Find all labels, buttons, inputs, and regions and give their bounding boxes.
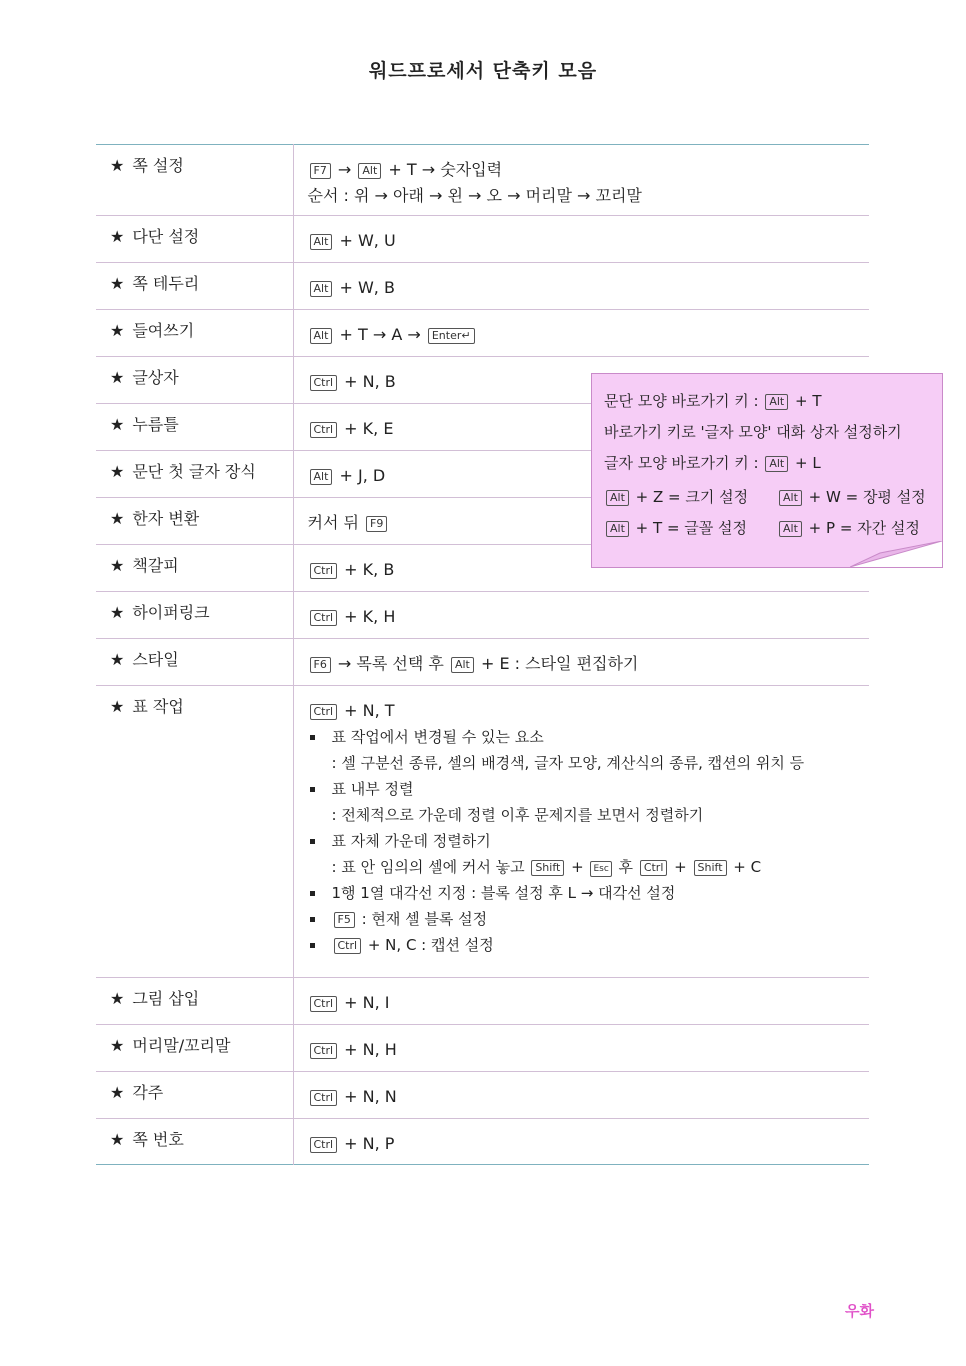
feature-name-cell — [96, 404, 293, 451]
note-line — [604, 390, 822, 411]
shortcut-line — [308, 1084, 870, 1110]
shortcut-text: → — [332, 160, 357, 179]
shortcut-text: + W, B — [334, 278, 395, 297]
shortcut-text: + W, U — [334, 231, 396, 250]
table-row — [96, 686, 869, 978]
star-icon: ★ — [110, 1130, 125, 1149]
feature-name: 그림 삽입 — [132, 989, 200, 1008]
key-cap: Ctrl — [310, 422, 338, 438]
sticky-note — [591, 373, 943, 568]
shortcut-line — [308, 990, 870, 1016]
star-icon: ★ — [110, 1083, 125, 1102]
feature-name: 각주 — [132, 1083, 164, 1102]
list-item — [308, 906, 870, 932]
star-icon: ★ — [110, 556, 125, 575]
footer-label: 우화 — [845, 1302, 874, 1320]
feature-name: 다단 설정 — [132, 227, 200, 246]
key-cap: Esc — [590, 861, 611, 877]
shortcut-text: + K, B — [339, 560, 395, 579]
key-cap: F9 — [366, 516, 387, 532]
feature-name: 문단 첫 글자 장식 — [132, 462, 256, 481]
shortcut-cell — [293, 1072, 869, 1119]
key-cap: F5 — [334, 912, 355, 928]
list-item — [308, 828, 870, 854]
shortcut-text: + — [566, 858, 589, 876]
key-cap: Enter↵ — [428, 328, 475, 344]
star-icon: ★ — [110, 274, 125, 293]
shortcut-text: 바로가기 키로 '글자 모양' 대화 상자 설정하기 — [604, 423, 902, 441]
table-tips-list — [308, 724, 870, 958]
key-cap: Alt — [606, 490, 629, 506]
key-cap: Alt — [358, 163, 381, 179]
shortcut-cell — [293, 263, 869, 310]
shortcut-cell — [293, 978, 869, 1025]
feature-name-cell — [96, 451, 293, 498]
feature-name-cell — [96, 498, 293, 545]
key-cap: Ctrl — [310, 1090, 338, 1106]
shortcut-line — [308, 183, 870, 209]
note-line — [604, 452, 821, 473]
feature-name-cell — [96, 545, 293, 592]
note-line — [777, 486, 926, 507]
shortcut-text: : 셀 구분선 종류, 셀의 배경색, 글자 모양, 계산식의 종류, 캡션의 위치 등 — [331, 754, 805, 772]
shortcut-text: → 목록 선택 후 — [332, 654, 449, 673]
shortcut-cell — [293, 310, 869, 357]
feature-name: 들여쓰기 — [132, 321, 195, 340]
shortcut-text: : 전체적으로 가운데 정렬 이후 문제지를 보면서 정렬하기 — [331, 806, 704, 824]
shortcut-line — [308, 651, 870, 677]
key-cap: Alt — [310, 281, 333, 297]
shortcut-cell — [293, 216, 869, 263]
shortcut-line — [308, 157, 870, 183]
key-cap: Ctrl — [310, 563, 338, 579]
key-cap: Shift — [694, 860, 727, 876]
feature-name: 하이퍼링크 — [132, 603, 210, 622]
table-row — [96, 639, 869, 686]
note-line — [604, 421, 902, 442]
shortcut-text: + P = 자간 설정 — [803, 519, 920, 537]
star-icon: ★ — [110, 462, 125, 481]
table-row — [96, 263, 869, 310]
list-item — [308, 932, 870, 958]
shortcut-text: 후 — [613, 858, 638, 876]
table-row — [96, 145, 869, 216]
page-title: 워드프로세서 단축키 모음 — [368, 60, 598, 82]
key-cap: Alt — [779, 521, 802, 537]
shortcut-line — [308, 275, 870, 301]
feature-name: 쪽 테두리 — [132, 274, 200, 293]
shortcut-cell — [293, 639, 869, 686]
shortcut-text: 표 자체 가운데 정렬하기 — [331, 832, 491, 850]
feature-name-cell — [96, 639, 293, 686]
shortcut-text: + N, C : 캡션 설정 — [363, 936, 494, 954]
feature-name-cell — [96, 216, 293, 263]
list-item — [308, 802, 870, 828]
shortcut-text: + N, T — [339, 701, 395, 720]
shortcut-text: + T → A → — [334, 325, 426, 344]
shortcut-text: + Z = 크기 설정 — [630, 488, 749, 506]
key-cap: F7 — [310, 163, 331, 179]
star-icon: ★ — [110, 1036, 125, 1055]
table-row — [96, 216, 869, 263]
feature-name: 머리말/꼬리말 — [132, 1036, 231, 1055]
feature-name: 누름틀 — [132, 415, 179, 434]
feature-name-cell — [96, 310, 293, 357]
list-item — [308, 854, 870, 880]
shortcut-text: + N, N — [339, 1087, 397, 1106]
shortcut-cell — [293, 686, 869, 978]
shortcut-cell — [293, 592, 869, 639]
shortcut-text: + T → 숫자입력 — [383, 160, 503, 179]
feature-name-cell — [96, 1119, 293, 1165]
key-cap: Alt — [451, 657, 474, 673]
shortcut-text: + K, H — [339, 607, 396, 626]
shortcut-text: + N, B — [339, 372, 396, 391]
list-item — [308, 724, 870, 750]
key-cap: Shift — [531, 860, 564, 876]
table-row — [96, 592, 869, 639]
key-cap: Alt — [765, 394, 788, 410]
key-cap: Alt — [779, 490, 802, 506]
star-icon: ★ — [110, 603, 125, 622]
key-cap: Alt — [765, 456, 788, 472]
shortcut-cell — [293, 145, 869, 216]
shortcut-line — [308, 698, 870, 724]
feature-name: 스타일 — [132, 650, 179, 669]
list-item — [308, 880, 870, 906]
table-row — [96, 1025, 869, 1072]
shortcut-text: + — [669, 858, 692, 876]
key-cap: Ctrl — [310, 1137, 338, 1153]
key-cap: Ctrl — [310, 1043, 338, 1059]
star-icon: ★ — [110, 321, 125, 340]
shortcut-table — [96, 144, 869, 1165]
key-cap: Alt — [606, 521, 629, 537]
shortcut-line — [308, 1131, 870, 1157]
note-line — [777, 517, 920, 538]
star-icon: ★ — [110, 156, 125, 175]
key-cap: Ctrl — [310, 704, 338, 720]
key-cap: Ctrl — [310, 996, 338, 1012]
feature-name: 쪽 설정 — [132, 156, 184, 175]
shortcut-text: 커서 뒤 — [307, 513, 365, 532]
feature-name-cell — [96, 978, 293, 1025]
table-row — [96, 978, 869, 1025]
key-cap: Ctrl — [310, 610, 338, 626]
feature-name: 글상자 — [132, 368, 179, 387]
note-line — [604, 517, 747, 538]
key-cap: Ctrl — [640, 860, 668, 876]
shortcut-line — [308, 1037, 870, 1063]
feature-name: 표 작업 — [132, 697, 184, 716]
table-row — [96, 310, 869, 357]
shortcut-text: + T — [790, 392, 822, 410]
shortcut-text: + J, D — [334, 466, 386, 485]
key-cap: F6 — [310, 657, 331, 673]
shortcut-text: + W = 장평 설정 — [803, 488, 926, 506]
star-icon: ★ — [110, 227, 125, 246]
shortcut-cell — [293, 1025, 869, 1072]
star-icon: ★ — [110, 415, 125, 434]
shortcut-text: : 현재 셀 블록 설정 — [356, 910, 488, 928]
shortcut-text: + C — [728, 858, 762, 876]
feature-name-cell — [96, 686, 293, 978]
star-icon: ★ — [110, 650, 125, 669]
shortcut-text: + E : 스타일 편집하기 — [475, 654, 639, 673]
feature-name-cell — [96, 592, 293, 639]
shortcut-text: + N, H — [339, 1040, 397, 1059]
shortcut-text: + N, I — [339, 993, 390, 1012]
feature-name: 쪽 번호 — [132, 1130, 184, 1149]
feature-name-cell — [96, 357, 293, 404]
key-cap: Ctrl — [310, 375, 338, 391]
shortcut-text: + N, P — [339, 1134, 395, 1153]
key-cap: Ctrl — [334, 938, 362, 954]
key-cap: Alt — [310, 328, 333, 344]
shortcut-text: + T = 글꼴 설정 — [630, 519, 748, 537]
feature-name-cell — [96, 1025, 293, 1072]
star-icon: ★ — [110, 509, 125, 528]
page-fold-icon — [850, 541, 942, 567]
shortcut-text: 문단 모양 바로가기 키 : — [604, 392, 764, 410]
star-icon: ★ — [110, 697, 125, 716]
note-line — [604, 486, 748, 507]
shortcut-text: 1행 1열 대각선 지정 : 블록 설정 후 L → 대각선 설정 — [331, 884, 676, 902]
list-item — [308, 776, 870, 802]
shortcut-text: 순서 : 위 → 아래 → 왼 → 오 → 머리말 → 꼬리말 — [307, 186, 642, 205]
feature-name-cell — [96, 263, 293, 310]
feature-name: 한자 변환 — [132, 509, 200, 528]
star-icon: ★ — [110, 989, 125, 1008]
shortcut-text: + L — [790, 454, 821, 472]
shortcut-cell — [293, 1119, 869, 1165]
shortcut-text: 표 내부 정렬 — [331, 780, 414, 798]
table-row — [96, 1119, 869, 1165]
table-row — [96, 1072, 869, 1119]
shortcut-text: + K, E — [339, 419, 394, 438]
feature-name-cell — [96, 1072, 293, 1119]
shortcut-line — [308, 322, 870, 348]
star-icon: ★ — [110, 368, 125, 387]
feature-name: 책갈피 — [132, 556, 179, 575]
key-cap: Alt — [310, 469, 333, 485]
key-cap: Alt — [310, 234, 333, 250]
shortcut-line — [308, 604, 870, 630]
shortcut-text: : 표 안 임의의 셀에 커서 놓고 — [331, 858, 530, 876]
shortcut-text: 표 작업에서 변경될 수 있는 요소 — [331, 728, 544, 746]
list-item — [308, 750, 870, 776]
shortcut-line — [308, 228, 870, 254]
feature-name-cell — [96, 145, 293, 216]
shortcut-text: 글자 모양 바로가기 키 : — [604, 454, 764, 472]
